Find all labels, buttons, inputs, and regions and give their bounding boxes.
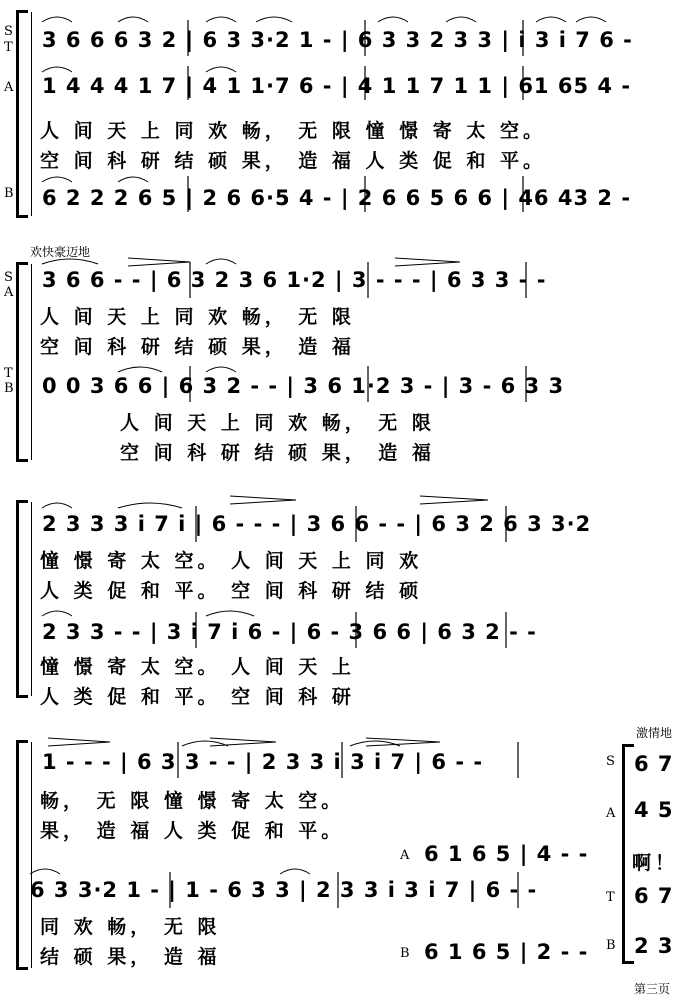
system1-alto: 1 4 4 4 1 7 | 4 1 1·7 6 - | 4 1 1 7 1 1 | 61 65 4 - (42, 74, 632, 98)
side-s: 6 7 (634, 752, 674, 776)
side-label-a: A (606, 806, 616, 821)
system3-lower-lyric2: 人 类 促 和 平。 空 间 科 研 (40, 686, 355, 708)
system2-upper-lyric2: 空 间 科 研 结 硕 果， 造 福 (40, 336, 355, 358)
side-label-b: B (606, 938, 616, 953)
system1-bass: 6 2 2 2 6 5 | 2 6 6·5 4 - | 2 6 6 5 6 6 | 46 43 2 - (42, 186, 632, 210)
system1-label-a: A (4, 80, 14, 95)
page-number: 第三页 (634, 982, 671, 996)
system3-lower-lyric1: 憧 憬 寄 太 空。 人 间 天 上 (40, 656, 355, 678)
system2-upper-lyric1: 人 间 天 上 同 欢 畅， 无 限 (40, 306, 355, 328)
system4-bass-inset: 6 1 6 5 | 2 - - (424, 940, 589, 964)
system4-alto-inset: 6 1 6 5 | 4 - - (424, 842, 589, 866)
system4-expression: 激情地 (636, 726, 673, 740)
system3-upper: 2 3 3 3 i 7 i | 6 - - - | 3 6 6 - - | 6 3 2 6 3 3·2 (42, 512, 592, 536)
side-label-t: T (606, 890, 615, 905)
system3-lower: 2 3 3 - - | 3 i 7 i 6 - | 6 - 3 6 6 | 6 3 2 - - (42, 620, 537, 644)
side-b: 2 3 (634, 934, 674, 958)
system4-lower-lyric2: 结 硕 果， 造 福 (40, 946, 221, 968)
system2-label-sa: S A (4, 270, 14, 300)
side-t: 6 7 (634, 884, 674, 908)
system2-lower-lyric1: 人 间 天 上 同 欢 畅， 无 限 (120, 412, 435, 434)
system4-bass-label: B (400, 946, 410, 961)
system2-lower-lyric2: 空 间 科 研 结 硕 果， 造 福 (120, 442, 435, 464)
side-shout: 啊！ (632, 852, 679, 874)
system4-upper-lyric2: 果， 造 福 人 类 促 和 平。 (40, 820, 345, 842)
system1-label-t: T (4, 40, 13, 55)
system4-alto-label: A (400, 848, 410, 863)
system3-upper-lyric2: 人 类 促 和 平。 空 间 科 研 结 硕 (40, 580, 423, 602)
system4-upper-lyric1: 畅， 无 限 憧 憬 寄 太 空。 (40, 790, 345, 812)
system2-expression: 欢快豪迈地 (30, 245, 91, 259)
system2-label-tb: T B (4, 366, 14, 396)
system2-lower: 0 0 3 6 6 | 6 3 2 - - | 3 6 1·2 3 - | 3 - 6 3 3 (42, 374, 565, 398)
system3-upper-lyric1: 憧 憬 寄 太 空。 人 间 天 上 同 欢 (40, 550, 423, 572)
system4-lower-lyric1: 同 欢 畅， 无 限 (40, 916, 221, 938)
system1-label-b: B (4, 186, 14, 201)
system2-upper: 3 6 6 - - | 6 3 2 3 6 1·2 | 3 - - - | 6 3 3 - - (42, 268, 547, 292)
barlines (170, 20, 526, 908)
side-a: 4 5 (634, 798, 674, 822)
system1-label-s: S (4, 24, 13, 39)
side-label-s: S (606, 754, 615, 769)
system4-lower: 6 3 3·2 1 - | 1 - 6 3 3 | 2 3 3 i 3 i 7 | 6 - - (30, 878, 538, 902)
hairpins (48, 258, 488, 746)
system1-lyric2: 空 间 科 研 结 硕 果， 造 福 人 类 促 和 平。 (40, 150, 546, 172)
system1-soprano: 3 6 6 6 3 2 | 6 3 3·2 1 - | 6 3 3 2 3 3 | i 3 i 7 6 - (42, 28, 633, 52)
slur-marks (30, 17, 606, 874)
system4-upper: 1 - - - | 6 3 3 - - | 2 3 3 i 3 i 7 | 6 - - (42, 750, 484, 774)
system1-lyric1: 人 间 天 上 同 欢 畅， 无 限 憧 憬 寄 太 空。 (40, 120, 546, 142)
